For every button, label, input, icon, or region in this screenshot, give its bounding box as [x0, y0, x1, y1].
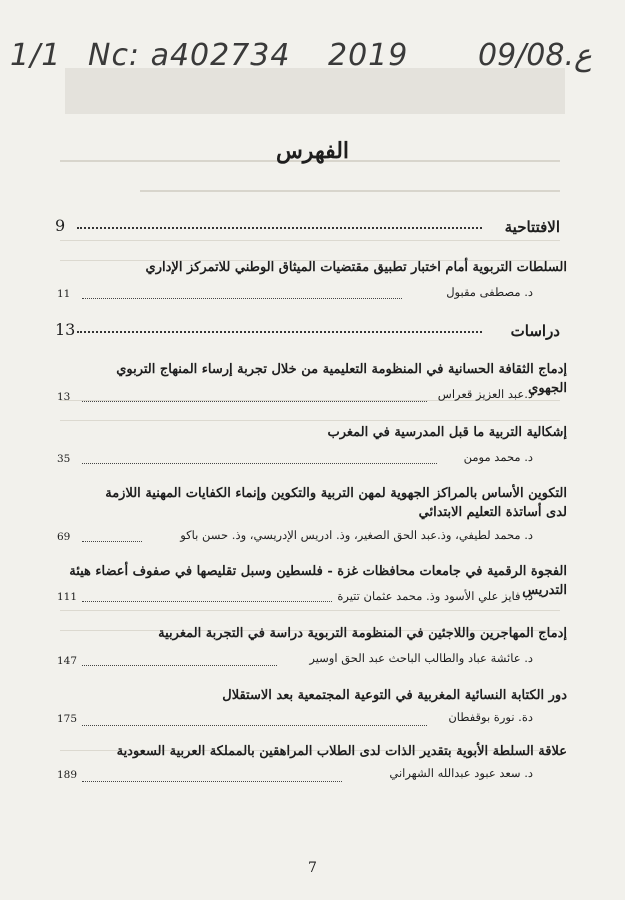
dot-leader — [82, 665, 277, 666]
entry-page-number: 189 — [57, 769, 78, 781]
entry-page-number: 13 — [57, 391, 71, 403]
section-page-number: 13 — [55, 320, 76, 339]
dot-leader — [82, 463, 437, 464]
dot-leader — [82, 401, 427, 402]
handwritten-date: 09/08.ع — [478, 38, 592, 73]
entry-author: د.عبد العزيز قعراس — [437, 387, 533, 401]
entry-page-number: 175 — [57, 713, 78, 725]
entry-title: دور الكتابة النسائية المغربية في التوعية المجتمعية بعد الاستقلال — [222, 688, 567, 703]
entry-title: علاقة السلطة الأبوية بتقدير الذات لدى الطلاب المراهقين بالمملكة العربية السعودية — [116, 744, 567, 759]
dot-leader — [77, 331, 482, 333]
handwritten-ref-2: Nc: a402734 — [88, 38, 291, 73]
entry-title: إدماج الثقافة الحسانية في المنظومة التعليمية من خلال تجربة إرساء المنهاج التربوي الجهوي — [116, 362, 567, 396]
handwritten-ref-1: 1/1 — [10, 38, 62, 73]
entry-author: د. عائشة عباد والطالب الباحث عبد الحق اوسير — [309, 651, 533, 665]
dot-leader — [82, 725, 427, 726]
section-label: دراسات — [510, 322, 560, 340]
dot-leader — [82, 601, 332, 602]
entry-author: د. مصطفى مقبول — [446, 285, 533, 299]
entry-page-number: 147 — [57, 655, 78, 667]
entry-title: إشكالية التربية ما قبل المدرسية في المغرب — [327, 425, 567, 440]
dot-leader — [77, 227, 482, 229]
entry-page-number: 69 — [57, 531, 71, 543]
dot-leader — [82, 541, 142, 542]
entry-author: دة. نورة بوقفطان — [448, 710, 533, 724]
entry-author: د. سعد عبود عبدالله الشهراني — [389, 766, 533, 780]
entry-page-number: 11 — [57, 288, 71, 300]
entry-title: التكوين الأساس بالمراكز الجهوية لمهن التربية والتكوين وإنماء الكفايات المهنية اللازمة لدى أساتذة التعليم الابتدائي — [105, 486, 567, 520]
page-number: 7 — [308, 860, 317, 876]
entry-title: إدماج المهاجرين واللاجئين في المنظومة التربوية دراسة في التجربة المغربية — [158, 626, 567, 641]
section-row-opening — [55, 218, 560, 244]
handwritten-year: 2019 — [328, 38, 409, 73]
entry-page-number: 35 — [57, 453, 71, 465]
entry-author: د. محمد لطيفي، وذ.عبد الحق الصغير، وذ. ادريس الإدريسي، وذ. حسن باكو — [180, 528, 533, 542]
dot-leader — [82, 781, 342, 782]
page-title: الفهرس — [275, 138, 350, 164]
entry-author: د. محمد مومن — [463, 450, 533, 464]
entry-title: الفجوة الرقمية في جامعات محافظات غزة - فلسطين وسبل تقليصها في صفوف أعضاء هيئة التدريس — [69, 564, 567, 598]
section-label: الافتتاحية — [504, 218, 560, 236]
bleed-through-band — [65, 68, 565, 114]
section-row-studies — [55, 322, 560, 348]
entry-page-number: 111 — [57, 591, 78, 603]
dot-leader — [82, 298, 402, 299]
section-page-number: 9 — [55, 216, 66, 235]
entry-title: السلطات التربوية أمام اختبار تطبيق مقتضيات الميثاق الوطني للاتمركز الإداري — [145, 260, 567, 275]
entry-author: د. فايز علي الأسود وذ. محمد عثمان تتيرة — [337, 589, 533, 603]
